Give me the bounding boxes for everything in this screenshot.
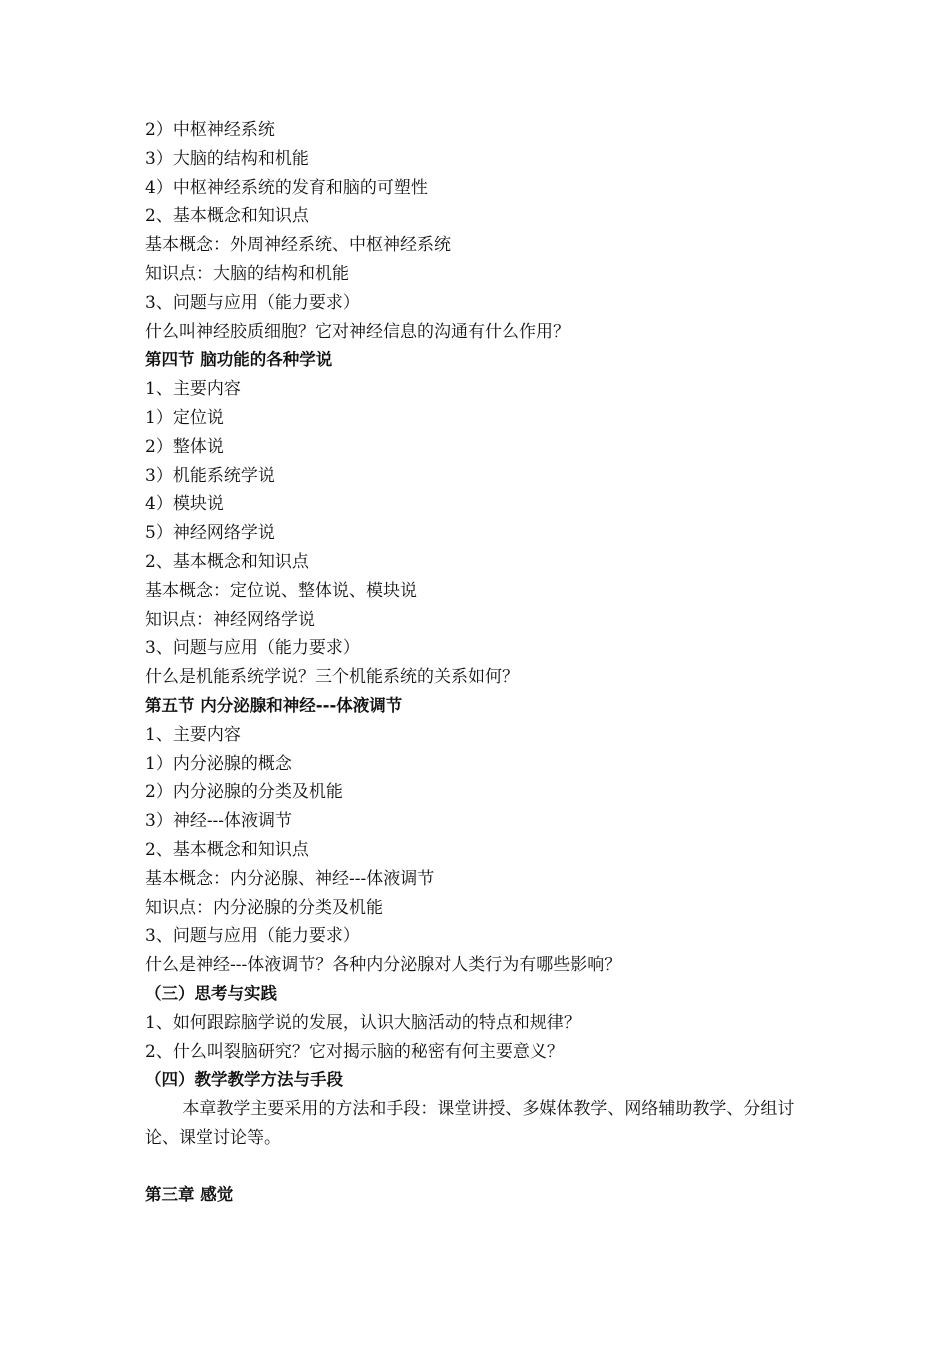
subsection-heading: 2、基本概念和知识点 xyxy=(145,839,309,860)
concepts-line: 基本概念：外周神经系统、中枢神经系统 xyxy=(145,235,451,256)
chapter-heading: 第三章 感觉 xyxy=(145,1185,234,1205)
methods-paragraph: 本章教学主要采用的方法和手段：课堂讲授、多媒体教学、网络辅助教学、分组讨论、课堂讨论等。 xyxy=(145,1099,795,1148)
document-body xyxy=(145,116,815,1210)
concepts-line: 基本概念：定位说、整体说、模块说 xyxy=(145,580,417,601)
list-item: 3）大脑的结构和机能 xyxy=(145,148,309,169)
list-item: 5）神经网络学说 xyxy=(145,523,275,544)
question-line: 什么是神经---体液调节？各种内分泌腺对人类行为有哪些影响？ xyxy=(145,955,622,976)
part-heading: （三）思考与实践 xyxy=(145,983,277,1003)
subsection-heading: 2、基本概念和知识点 xyxy=(145,551,309,572)
question-line: 2、什么叫裂脑研究？它对揭示脑的秘密有何主要意义？ xyxy=(145,1041,564,1062)
knowledge-line: 知识点：大脑的结构和机能 xyxy=(145,263,349,284)
question-line: 1、如何跟踪脑学说的发展，认识大脑活动的特点和规律？ xyxy=(145,1012,581,1033)
section-heading: 第五节 内分泌腺和神经---体液调节 xyxy=(145,695,403,715)
subsection-heading: 1、主要内容 xyxy=(145,379,241,400)
section-heading: 第四节 脑功能的各种学说 xyxy=(145,350,333,370)
list-item: 3）机能系统学说 xyxy=(145,465,275,486)
question-line: 什么叫神经胶质细胞？它对神经信息的沟通有什么作用？ xyxy=(145,321,570,342)
concepts-line: 基本概念：内分泌腺、神经---体液调节 xyxy=(145,868,435,889)
subsection-heading: 3、问题与应用（能力要求） xyxy=(145,638,360,659)
list-item: 2）整体说 xyxy=(145,436,224,457)
list-item: 2）中枢神经系统 xyxy=(145,120,275,140)
subsection-heading: 2、基本概念和知识点 xyxy=(145,206,309,227)
list-item: 3）神经---体液调节 xyxy=(145,811,293,832)
knowledge-line: 知识点：神经网络学说 xyxy=(145,609,315,630)
list-item: 2）内分泌腺的分类及机能 xyxy=(145,782,343,803)
list-item: 1）内分泌腺的概念 xyxy=(145,753,292,774)
knowledge-line: 知识点：内分泌腺的分类及机能 xyxy=(145,897,383,918)
subsection-heading: 3、问题与应用（能力要求） xyxy=(145,926,360,947)
list-item: 4）中枢神经系统的发育和脑的可塑性 xyxy=(145,177,428,198)
question-line: 什么是机能系统学说？三个机能系统的关系如何？ xyxy=(145,667,519,688)
spacer xyxy=(145,1153,815,1182)
subsection-heading: 1、主要内容 xyxy=(145,724,241,745)
subsection-heading: 3、问题与应用（能力要求） xyxy=(145,292,360,313)
part-heading: （四）教学教学方法与手段 xyxy=(145,1070,343,1090)
list-item: 1）定位说 xyxy=(145,407,224,428)
list-item: 4）模块说 xyxy=(145,494,224,515)
